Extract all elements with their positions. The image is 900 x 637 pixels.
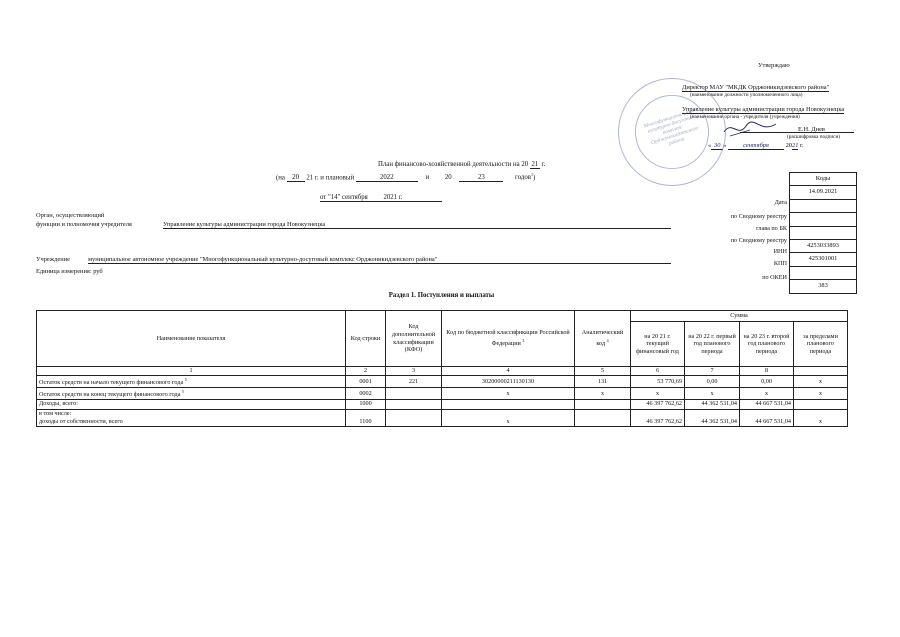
code-bk xyxy=(790,213,856,226)
plan-date-year: 2021 г. xyxy=(383,194,403,201)
plan-date-text: от "14" сентября xyxy=(320,194,368,201)
th-name: Наименование показателя xyxy=(37,311,346,367)
th-row-code: Код строки xyxy=(346,311,386,367)
approval-director-caption: (наименование должности уполномоченного лица) xyxy=(690,92,803,98)
plan-title xyxy=(378,161,545,169)
code-okei: 383 xyxy=(818,282,828,290)
plan-title-suffix: г. xyxy=(541,161,546,168)
founder-value: Управление культуры администрации города Новокузнецка xyxy=(163,221,671,229)
th-analytic: Аналитический код $^4$ xyxy=(575,311,631,367)
code-empty xyxy=(790,267,856,280)
table-row: Остаток средств на начало текущего финансового года $^5$ 0001 221 30200000211130130 131 53 770,69 0,00 0,00 x xyxy=(37,376,848,388)
label-inn: ИНН xyxy=(773,248,787,255)
approval-date-year-prefix: 20 xyxy=(785,142,792,149)
official-stamp xyxy=(618,78,726,186)
code-svod1 xyxy=(790,200,856,213)
approval-date-suffix: г. xyxy=(800,142,804,149)
label-okei: по ОКЕИ xyxy=(762,274,787,281)
label-kpp: КПП xyxy=(773,260,787,267)
approval-org-line: Управление культуры администрации города Новокузнецка xyxy=(682,106,845,113)
table-row: Остаток средств на конец текущего финансового года $^5$ 0002 x x x x x x xyxy=(37,388,848,400)
approval-title: Утверждаю xyxy=(758,62,790,69)
th-year3: на 20 23 г. второй год планового периода xyxy=(740,322,794,367)
approval-date-day: 30 xyxy=(711,142,723,150)
th-budget-code: Код по бюджетной классификации Российской Федерации $^3$ xyxy=(442,311,575,367)
code-svod2 xyxy=(790,227,856,240)
approval-date-month: сентября xyxy=(728,142,784,150)
label-svod2: по Сводному реестру xyxy=(730,237,787,244)
plan-title-year: 21 xyxy=(531,161,539,168)
label-svod1: по Сводному реестру xyxy=(730,213,787,220)
approval-director-line: Директор МАУ "МКДК Орджоникидзевского района" xyxy=(682,84,830,91)
code-kpp: 425301001 xyxy=(790,253,856,266)
founder-label-2: функции и полномочия учредителя xyxy=(36,221,132,228)
founder-label-1: Орган, осуществляющий xyxy=(36,212,105,219)
th-year2: на 20 22 г. первый год планового периода xyxy=(685,322,740,367)
approval-signer-underline xyxy=(784,132,854,133)
signature-mark xyxy=(720,118,780,140)
table-row: доходы от собственности, всего xyxy=(37,418,848,427)
approval-signer-name: Е.Н. Днев xyxy=(798,126,825,133)
table-row: Доходы, всего: 1000 46 397 762,62 44 362 531,04 44 667 531,04 xyxy=(37,400,848,409)
th-kfo: Код дополнительной классификации (КФО) xyxy=(386,311,442,367)
approval-date: « 30 » сентября 2021 г. xyxy=(708,142,804,149)
institution-value: муниципальное автономное учреждение "Многофункциональный культурно-досуговый комплекс Орджоникидзевского района" xyxy=(88,256,671,264)
signature-line xyxy=(740,132,784,133)
table-row: в том числе: 1100 x 46 397 762,62 44 362 531,04 44 667 531,04 x xyxy=(37,409,848,418)
th-beyond: за пределами планового периода xyxy=(794,322,848,367)
official-stamp-text: Многофункциональный культурно-досуговый комплекс Орджоникидзевского района xyxy=(643,107,700,147)
label-date: Дата xyxy=(774,199,787,206)
plan-date-line xyxy=(320,194,442,202)
plan-title-prefix: План финансово-хозяйственной деятельности на 20 xyxy=(378,161,529,168)
approval-date-year: 21 xyxy=(792,142,799,149)
label-bk: глава по БК xyxy=(756,225,787,232)
plan-period-line: (на 20 21 г. и плановый 2022 и 20 23 годов$^1$) xyxy=(276,172,536,182)
codes-box xyxy=(789,172,857,294)
column-numbers-row: 1 2 3 4 5 6 7 8 xyxy=(37,367,848,376)
code-date: 14.09.2021 xyxy=(790,186,856,199)
institution-label: Учреждение xyxy=(36,256,70,263)
code-inn: 4253033893 xyxy=(790,240,856,253)
codes-header: Коды xyxy=(790,173,856,186)
section-title: Раздел 1. Поступления и выплаты xyxy=(388,292,495,299)
approval-signer-caption: (расшифровка подписи) xyxy=(787,134,840,140)
approval-org-caption: (наименование органа - учредителя (учреждения) xyxy=(690,114,800,120)
receipts-payments-table xyxy=(36,310,848,427)
unit-label: Единица измерения: руб xyxy=(36,268,103,275)
th-year1: на 20 21 г. текущий финансовый год xyxy=(631,322,685,367)
th-sum: Сумма xyxy=(631,311,848,322)
